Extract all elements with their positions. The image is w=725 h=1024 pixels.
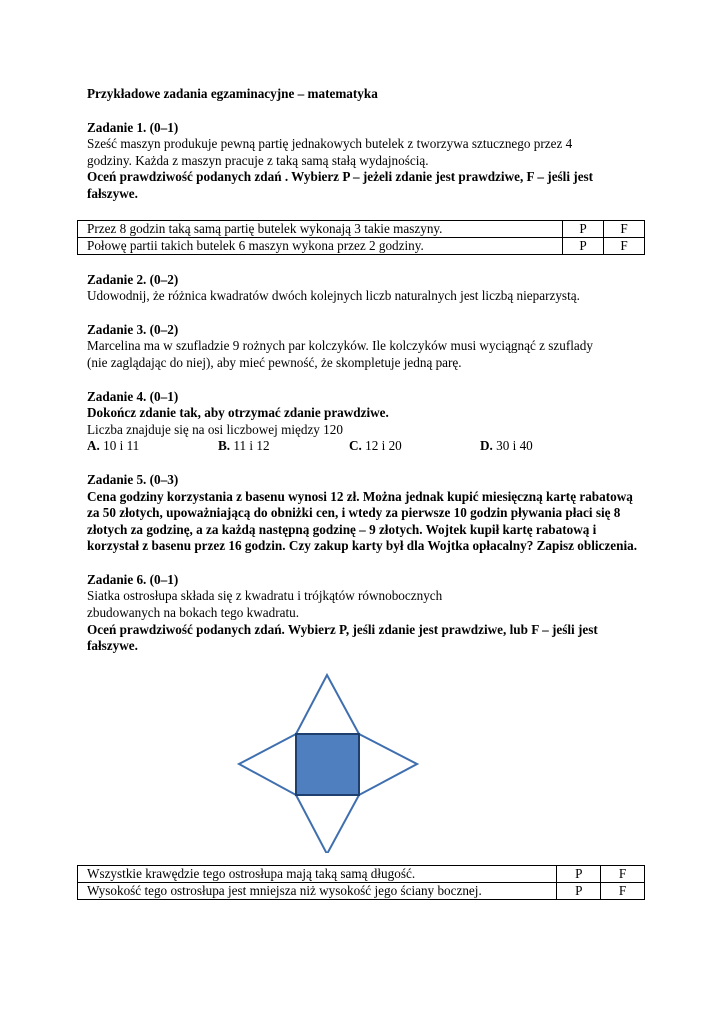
option-p[interactable]: P xyxy=(563,220,604,237)
task-3-text-line-1: Marcelina ma w szufladzie 9 rożnych par kolczyków. Ile kolczyków musi wyciągnąć z szuflady xyxy=(87,338,593,354)
option-f[interactable]: F xyxy=(604,220,645,237)
task-2 xyxy=(87,272,647,305)
statement-cell: Wysokość tego ostrosłupa jest mniejsza niż wysokość jego ściany bocznej. xyxy=(78,882,557,899)
task-4-answers xyxy=(87,438,647,455)
task-4-heading: Zadanie 4. (0–1) xyxy=(87,388,179,404)
task-5 xyxy=(87,472,647,555)
pyramid-net-figure xyxy=(87,673,647,853)
task-1-text-line-2: godziny. Każda z maszyn pracuje z taką samą stałą wydajnością. xyxy=(87,152,429,168)
task-6-text-line-1: Siatka ostrosłupa składa się z kwadratu i trójkątów równobocznych xyxy=(87,588,443,604)
task-3-text-line-2: (nie zaglądając do niej), aby mieć pewność, że skompletuje jedną parę. xyxy=(87,354,462,370)
pyramid-net-diagram xyxy=(237,673,419,853)
task-4 xyxy=(87,389,647,455)
answer-option-b[interactable]: B. 11 i 12 xyxy=(218,438,270,454)
answer-option-a[interactable]: A. 10 i 11 xyxy=(87,438,140,454)
option-p[interactable]: P xyxy=(557,865,601,882)
option-f[interactable]: F xyxy=(601,865,645,882)
page-title: Przykładowe zadania egzaminacyjne – matematyka xyxy=(87,86,378,101)
answer-option-d[interactable]: D. 30 i 40 xyxy=(480,438,533,454)
task-5-heading: Zadanie 5. (0–3) xyxy=(87,471,179,487)
answer-option-c[interactable]: C. 12 i 20 xyxy=(349,438,402,454)
option-f[interactable]: F xyxy=(601,882,645,899)
task-1-instruction: Oceń prawdziwość podanych zdań . Wybierz P – jeżeli zdanie jest prawdziwe, F – jeśli jest fałszywe. xyxy=(87,169,594,201)
triangle-left xyxy=(239,734,296,795)
task-6-heading: Zadanie 6. (0–1) xyxy=(87,571,179,587)
option-p[interactable]: P xyxy=(563,237,604,254)
triangle-right xyxy=(359,734,417,795)
task-6 xyxy=(87,572,647,900)
task-1-text-line-1: Sześć maszyn produkuje pewną partię jednakowych butelek z tworzywa sztucznego przez 4 xyxy=(87,136,573,152)
triangle-top xyxy=(296,675,359,734)
task-2-text: Udowodnij, że różnica kwadratów dwóch kolejnych liczb naturalnych jest liczbą nieparzystą. xyxy=(87,288,580,304)
task-3 xyxy=(87,322,647,372)
triangle-bottom xyxy=(296,795,359,853)
task-1 xyxy=(87,120,647,255)
statement-cell: Połowę partii takich butelek 6 maszyn wykona przez 2 godziny. xyxy=(78,237,563,254)
task-6-text-line-2: zbudowanych na bokach tego kwadratu. xyxy=(87,605,300,621)
statement-cell: Przez 8 godzin taką samą partię butelek wykonają 3 takie maszyny. xyxy=(78,220,563,237)
task-1-true-false-table xyxy=(77,220,645,255)
square-base xyxy=(296,734,359,795)
table-row xyxy=(78,865,645,882)
task-2-heading: Zadanie 2. (0–2) xyxy=(87,271,179,287)
option-f[interactable]: F xyxy=(604,237,645,254)
task-1-heading: Zadanie 1. (0–1) xyxy=(87,119,179,135)
task-3-heading: Zadanie 3. (0–2) xyxy=(87,321,179,337)
task-5-text: Cena godziny korzystania z basenu wynosi 12 zł. Można jednak kupić miesięczną kartę rabatową za 50 złotych, upoważniającą do obniżki cen, i wtedy za pierwsze 10 godzin pływania płaci się 8 złotych za godzinę, a za każdą następną godzinę – 9 złotych. Wojtek kupił kartę rabatową i korzystał z basenu przez 16 godzin. Czy zakup karty był dla Wojtka opłacalny? Zapisz obliczenia. xyxy=(87,488,637,554)
task-6-instruction: Oceń prawdziwość podanych zdań. Wybierz P, jeśli zdanie jest prawdziwe, lub F – jeśli jest fałszywe. xyxy=(87,621,598,654)
table-row xyxy=(78,220,645,237)
task-4-instruction: Dokończ zdanie tak, aby otrzymać zdanie prawdziwe. xyxy=(87,405,389,421)
statement-cell: Wszystkie krawędzie tego ostrosłupa mają taką samą długość. xyxy=(78,865,557,882)
option-p[interactable]: P xyxy=(557,882,601,899)
task-6-true-false-table xyxy=(77,865,645,900)
table-row xyxy=(78,882,645,899)
table-row xyxy=(78,237,645,254)
exam-page xyxy=(87,86,647,917)
task-4-text: Liczba znajduje się na osi liczbowej między 120 xyxy=(87,421,343,437)
